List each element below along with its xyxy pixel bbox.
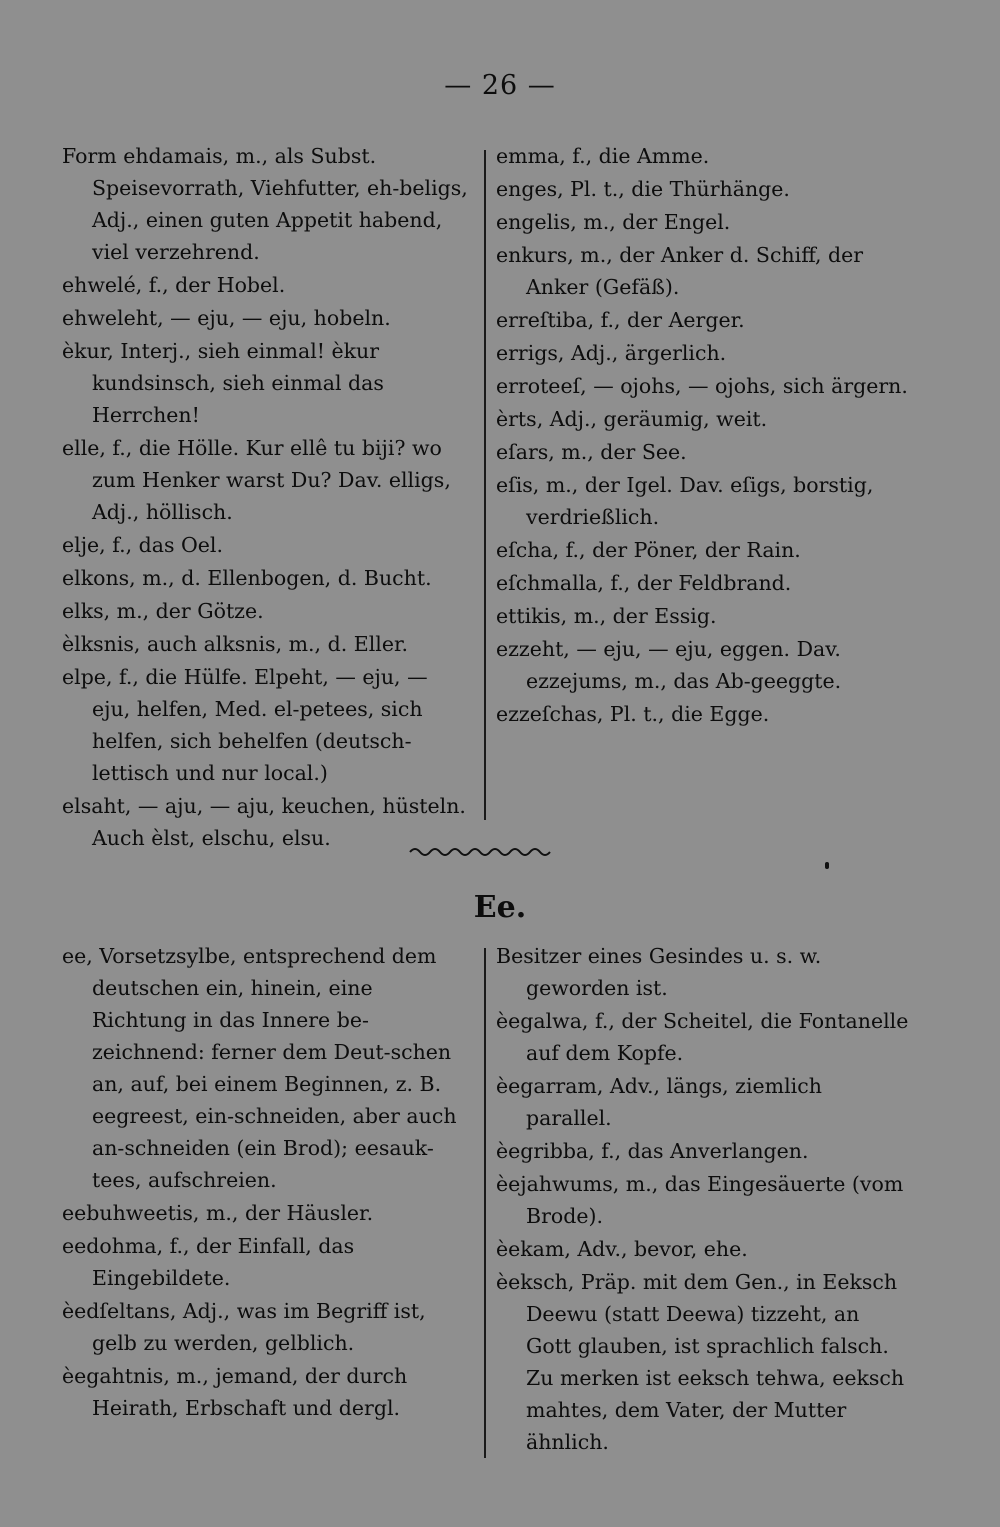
column-bottom-right [496, 940, 910, 1459]
ink-speck [825, 862, 829, 869]
dictionary-entry: ettikis, m., der Essig. [496, 604, 717, 628]
dictionary-entry: ehweleht, — eju, — eju, hobeln. [62, 306, 391, 330]
dictionary-entry: eebuhweetis, m., der Häusler. [62, 1201, 374, 1225]
wavy-divider-ornament [408, 838, 558, 862]
dictionary-entry: èejahwums, m., das Eingesäuerte (vom Brode). [496, 1172, 904, 1228]
dictionary-entry: errigs, Adj., ärgerlich. [496, 341, 727, 365]
dictionary-entry: èlksnis, auch alksnis, m., d. Eller. [62, 632, 409, 656]
dictionary-entry: èeksch, Präp. mit dem Gen., in Eeksch Deewu (statt Deewa) tizzeht, an Gott glauben, ist sprachlich falsch. Zu merken ist eeksch tehwa, eeksch mahtes, dem Vater, der Mutter ähnlich. [496, 1270, 905, 1454]
dictionary-entry: erreſtiba, f., der Aerger. [496, 308, 745, 332]
dictionary-entry: enkurs, m., der Anker d. Schiff, der Anker (Gefäß). [496, 243, 864, 299]
dictionary-entry: elks, m., der Götze. [62, 599, 264, 623]
dictionary-entry: emma, f., die Amme. [496, 144, 710, 168]
column-top-left [62, 140, 472, 855]
dictionary-entry: elsaht, — aju, — aju, keuchen, hüsteln. Auch èlst, elschu, elsu. [62, 794, 466, 850]
dictionary-entry: eſchmalla, f., der Feldbrand. [496, 571, 792, 595]
dictionary-entry: enges, Pl. t., die Thürhänge. [496, 177, 790, 201]
dictionary-entry: elle, f., die Hölle. Kur ellê tu biji? wo zum Henker warst Du? Dav. elligs, Adj., höllisch. [62, 436, 451, 524]
dictionary-entry: èegalwa, f., der Scheitel, die Fontanelle auf dem Kopfe. [496, 1009, 909, 1065]
dictionary-entry: ezzeht, — eju, — eju, eggen. Dav. ezzejums, m., das Ab-geeggte. [496, 637, 842, 693]
dictionary-entry: èekam, Adv., bevor, ehe. [496, 1237, 748, 1261]
column-top-right [496, 140, 910, 731]
dictionary-entry: elje, f., das Oel. [62, 533, 224, 557]
dictionary-entry: èegahtnis, m., jemand, der durch Heirath, Erbschaft und dergl. [62, 1364, 408, 1420]
dictionary-entry: èegarram, Adv., längs, ziemlich parallel. [496, 1074, 822, 1130]
dictionary-entry: èegribba, f., das Anverlangen. [496, 1139, 809, 1163]
dictionary-entry: eedohma, f., der Einfall, das Eingebildete. [62, 1234, 355, 1290]
dictionary-entry: eſcha, f., der Pöner, der Rain. [496, 538, 801, 562]
page-number: — 26 — [444, 70, 556, 101]
dictionary-entry: Besitzer eines Gesindes u. s. w. geworden ist. [496, 944, 822, 1000]
column-divider [484, 150, 486, 820]
dictionary-entry: ee, Vorsetzsylbe, entsprechend dem deutschen ein, hinein, eine Richtung in das Innere be-zeichnend: ferner dem Deut-schen an, auf, bei einem Beginnen, z. B. eegreest, ein-schneiden, aber auch an-schneiden (ein Brod); eesauk-tees, aufschreien. [62, 944, 457, 1192]
column-divider [484, 948, 486, 1458]
dictionary-entry: erroteeſ, — ojohs, — ojohs, sich ärgern. [496, 374, 908, 398]
dictionary-entry: elkons, m., d. Ellenbogen, d. Bucht. [62, 566, 432, 590]
section-heading: Ee. [473, 890, 527, 925]
dictionary-entry: elpe, f., die Hülfe. Elpeht, — eju, — eju, helfen, Med. el-petees, sich helfen, sich behelfen (deutsch-lettisch und nur local.) [62, 665, 428, 785]
dictionary-entry: èedſeltans, Adj., was im Begriff ist, gelb zu werden, gelblich. [62, 1299, 426, 1355]
dictionary-entry: èkur, Interj., sieh einmal! èkur kundsinsch, sieh einmal das Herrchen! [62, 339, 384, 427]
dictionary-entry: eſis, m., der Igel. Dav. eſigs, borstig, verdrießlich. [496, 473, 874, 529]
dictionary-entry: ehwelé, f., der Hobel. [62, 273, 286, 297]
column-bottom-left [62, 940, 472, 1425]
dictionary-entry: engelis, m., der Engel. [496, 210, 731, 234]
dictionary-entry: Form ehdamais, m., als Subst. Speisevorrath, Viehfutter, eh-beligs, Adj., einen guten Appetit habend, viel verzehrend. [62, 144, 468, 264]
dictionary-entry: èrts, Adj., geräumig, weit. [496, 407, 768, 431]
dictionary-entry: ezzeſchas, Pl. t., die Egge. [496, 702, 770, 726]
dictionary-entry: eſars, m., der See. [496, 440, 687, 464]
